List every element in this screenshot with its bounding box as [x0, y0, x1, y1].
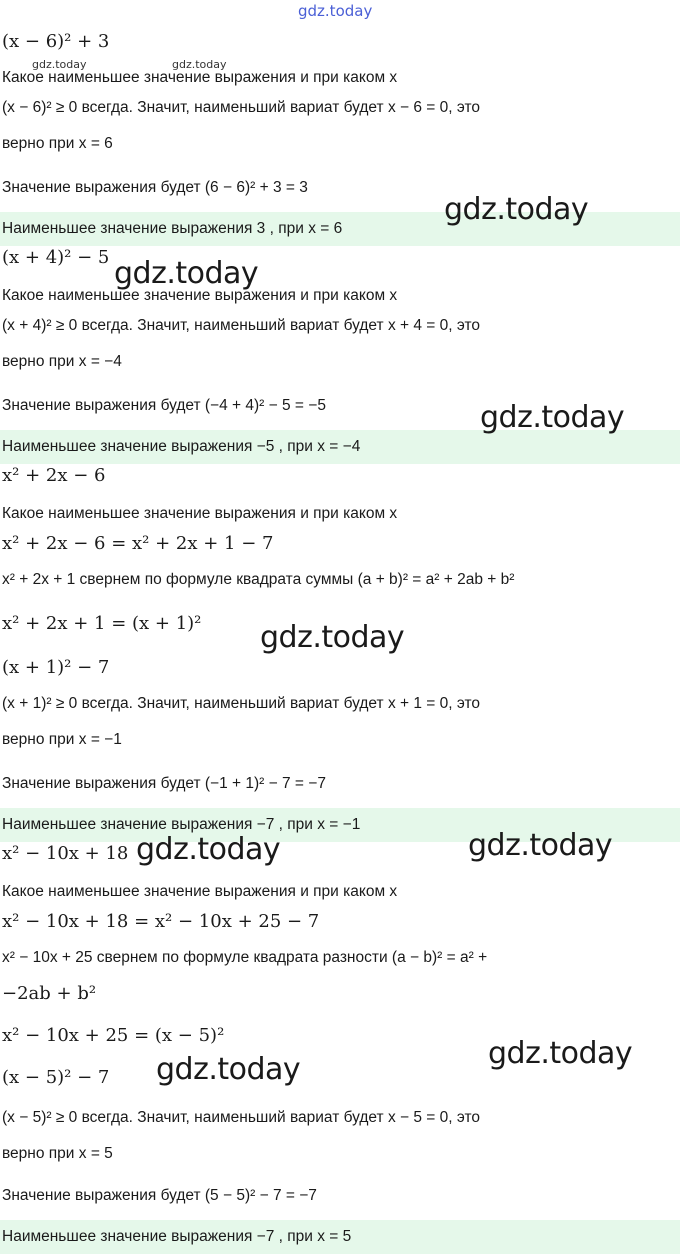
text-line: Какое наименьшее значение выражения и при каком x [2, 505, 398, 522]
text-line: x² + 2x + 1 свернем по формуле квадрата суммы (a + b)² = a² + 2ab + b² [2, 571, 515, 588]
math-line: (x + 4)² − 5 [2, 247, 110, 268]
math-line: (x + 1)² − 7 [2, 657, 110, 678]
math-line: x² − 10x + 18 [2, 843, 129, 864]
text-line: верно при x = 5 [2, 1145, 113, 1162]
watermark-large: gdz.today [260, 620, 405, 655]
math-line: x² + 2x − 6 [2, 465, 106, 486]
answer-line: Наименьшее значение выражения −5 , при x = −4 [0, 430, 680, 464]
watermark-large: gdz.today [136, 832, 281, 867]
text-line: (x − 6)² ≥ 0 всегда. Значит, наименьший вариат будет x − 6 = 0, это [2, 99, 480, 116]
watermark-large: gdz.today [114, 256, 259, 291]
watermark-small: gdz.today [172, 58, 227, 71]
text-line: Значение выражения будет (6 − 6)² + 3 = 3 [2, 179, 308, 196]
answer-line: Наименьшее значение выражения −7 , при x = 5 [0, 1220, 680, 1254]
math-line: (x − 6)² + 3 [2, 31, 110, 52]
math-line: x² − 10x + 18 = x² − 10x + 25 − 7 [2, 911, 320, 932]
math-line: x² + 2x − 6 = x² + 2x + 1 − 7 [2, 533, 274, 554]
answer-line: Наименьшее значение выражения 3 , при x = 6 [0, 212, 680, 246]
math-line: −2ab + b² [2, 983, 97, 1004]
answer-line: Наименьшее значение выражения −7 , при x = −1 [0, 808, 680, 842]
watermark-large: gdz.today [468, 828, 613, 863]
text-line: верно при x = −1 [2, 731, 122, 748]
text-line: Какое наименьшее значение выражения и при каком x [2, 287, 398, 304]
text-line: x² − 10x + 25 свернем по формуле квадрата разности (a − b)² = a² + [2, 949, 488, 966]
text-line: Значение выражения будет (−1 + 1)² − 7 = −7 [2, 775, 326, 792]
text-line: Значение выражения будет (5 − 5)² − 7 = −7 [2, 1187, 317, 1204]
watermark-large: gdz.today [156, 1052, 301, 1087]
text-line: верно при x = −4 [2, 353, 122, 370]
math-line: x² + 2x + 1 = (x + 1)² [2, 613, 202, 634]
text-line: Какое наименьшее значение выражения и при каком x [2, 69, 398, 86]
text-line: Какое наименьшее значение выражения и при каком x [2, 883, 398, 900]
watermark-top: gdz.today [298, 2, 373, 20]
watermark-large: gdz.today [480, 400, 625, 435]
text-line: (x − 5)² ≥ 0 всегда. Значит, наименьший вариат будет x − 5 = 0, это [2, 1109, 480, 1126]
text-line: (x + 4)² ≥ 0 всегда. Значит, наименьший вариат будет x + 4 = 0, это [2, 317, 480, 334]
watermark-large: gdz.today [444, 192, 589, 227]
math-line: (x − 5)² − 7 [2, 1067, 110, 1088]
text-line: Значение выражения будет (−4 + 4)² − 5 = −5 [2, 397, 326, 414]
watermark-large: gdz.today [488, 1036, 633, 1071]
watermark-small: gdz.today [32, 58, 87, 71]
math-line: x² − 10x + 25 = (x − 5)² [2, 1025, 225, 1046]
text-line: (x + 1)² ≥ 0 всегда. Значит, наименьший вариат будет x + 1 = 0, это [2, 695, 480, 712]
text-line: верно при x = 6 [2, 135, 113, 152]
